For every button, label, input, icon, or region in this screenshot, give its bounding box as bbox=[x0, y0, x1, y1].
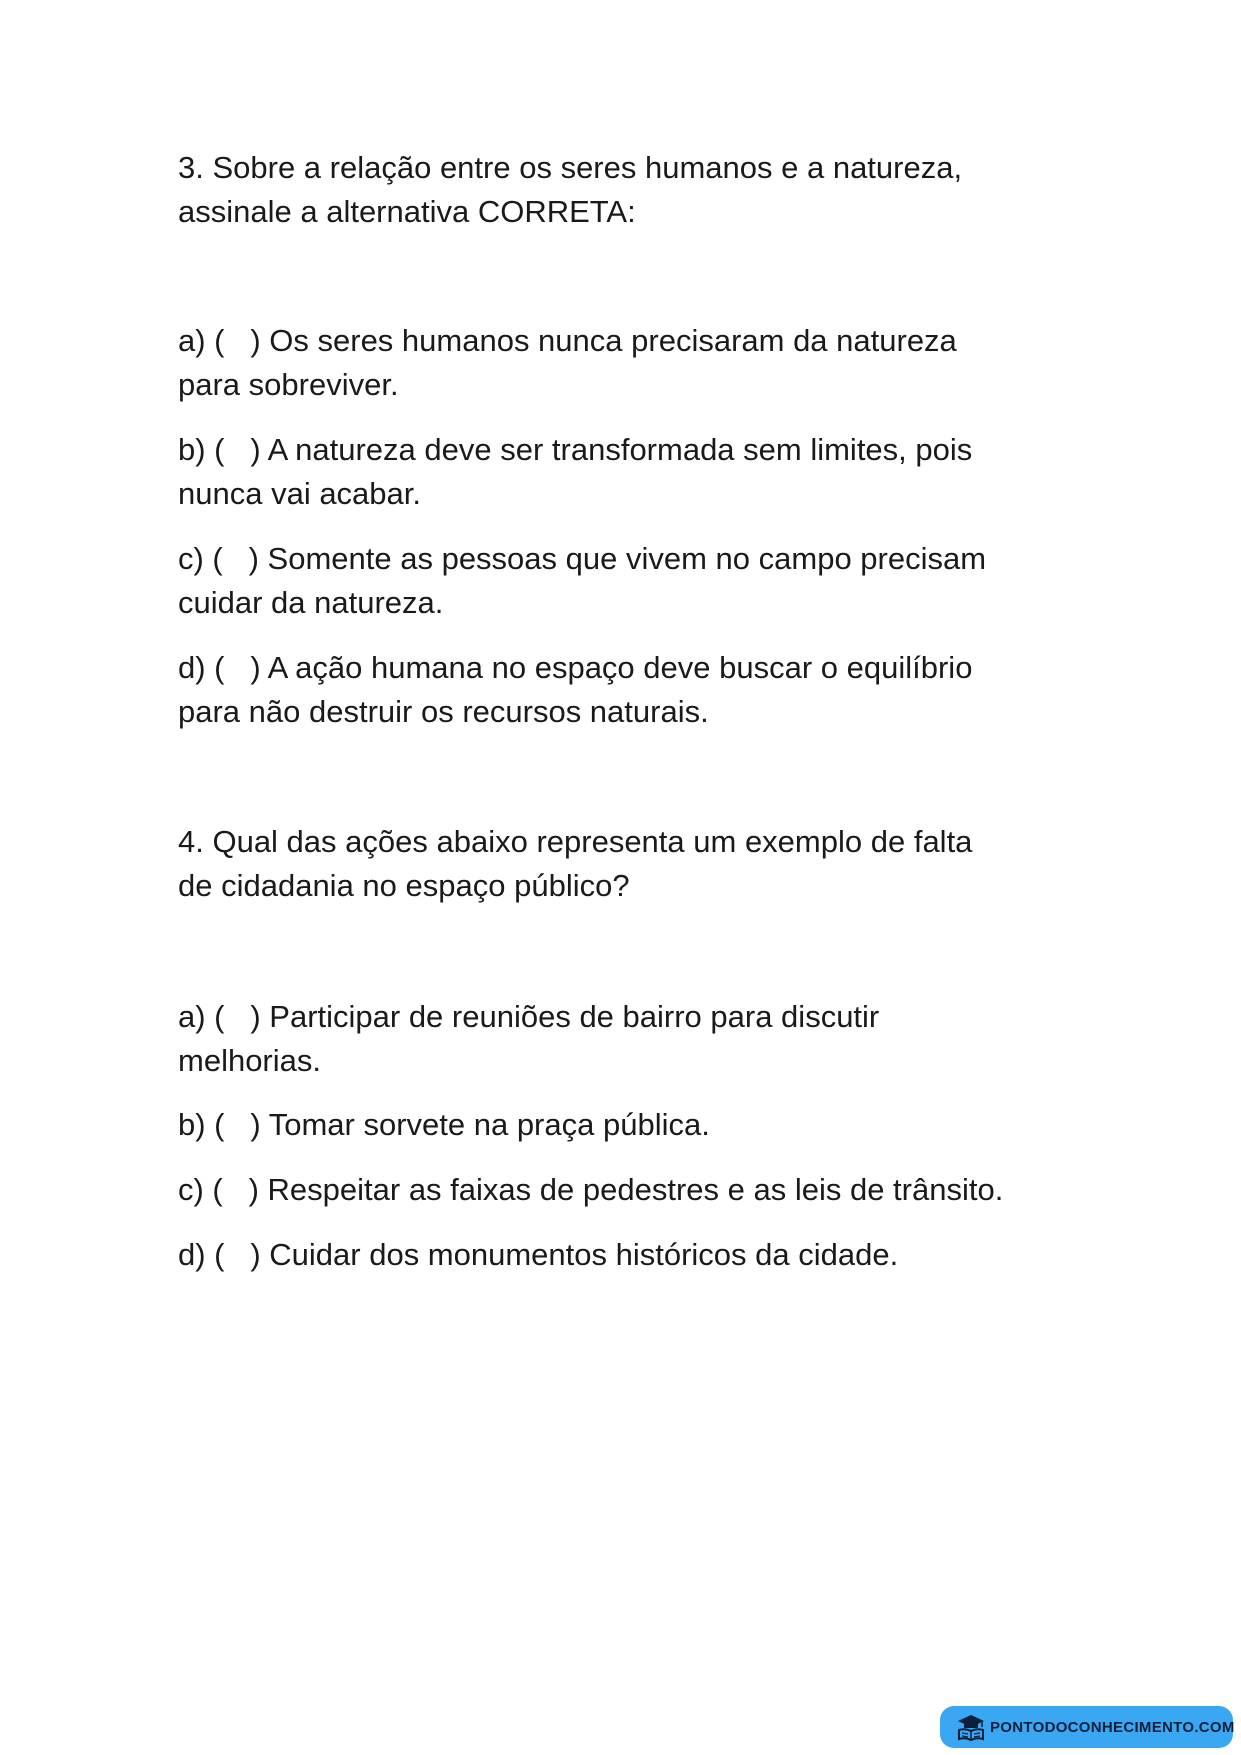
site-badge[interactable] bbox=[940, 1706, 1233, 1748]
option-line1: d) ( ) A ação humana no espaço deve buscar o equilíbrio bbox=[178, 650, 973, 685]
option-line2: para sobreviver. bbox=[178, 367, 399, 402]
question-4-option-a bbox=[178, 995, 1078, 1083]
question-4-prompt-line2: de cidadania no espaço público? bbox=[178, 868, 630, 903]
question-3-option-d bbox=[178, 646, 1078, 734]
question-3-option-c bbox=[178, 537, 1078, 625]
option-line1: a) ( ) Os seres humanos nunca precisaram da natureza bbox=[178, 323, 957, 358]
question-3-prompt bbox=[178, 146, 1078, 234]
question-4-option-d bbox=[178, 1233, 1078, 1277]
question-3-option-a bbox=[178, 319, 1078, 407]
question-3-prompt-line2: assinale a alternativa CORRETA: bbox=[178, 194, 636, 229]
option-line1: d) ( ) Cuidar dos monumentos históricos da cidade. bbox=[178, 1237, 899, 1272]
question-4-option-b bbox=[178, 1103, 1078, 1147]
question-4-prompt-line1: 4. Qual das ações abaixo representa um exemplo de falta bbox=[178, 824, 973, 859]
question-4-prompt bbox=[178, 820, 1078, 908]
option-line1: c) ( ) Somente as pessoas que vivem no campo precisam bbox=[178, 541, 987, 576]
option-line2: nunca vai acabar. bbox=[178, 476, 422, 511]
option-line1: c) ( ) Respeitar as faixas de pedestres e as leis de trânsito. bbox=[178, 1172, 1004, 1207]
option-line2: cuidar da natureza. bbox=[178, 585, 444, 620]
option-line1: a) ( ) Participar de reuniões de bairro para discutir bbox=[178, 999, 880, 1034]
option-line1: b) ( ) A natureza deve ser transformada sem limites, pois bbox=[178, 432, 973, 467]
site-name: PONTODOCONHECIMENTO.COM bbox=[990, 1718, 1235, 1736]
option-line2: para não destruir os recursos naturais. bbox=[178, 694, 709, 729]
question-3-prompt-line1: 3. Sobre a relação entre os seres humanos e a natureza, bbox=[178, 150, 963, 185]
option-line2: melhorias. bbox=[178, 1043, 321, 1078]
graduate-book-icon bbox=[956, 1713, 986, 1741]
question-3-option-b bbox=[178, 428, 1078, 516]
question-4-option-c bbox=[178, 1168, 1078, 1212]
option-line1: b) ( ) Tomar sorvete na praça pública. bbox=[178, 1107, 710, 1142]
